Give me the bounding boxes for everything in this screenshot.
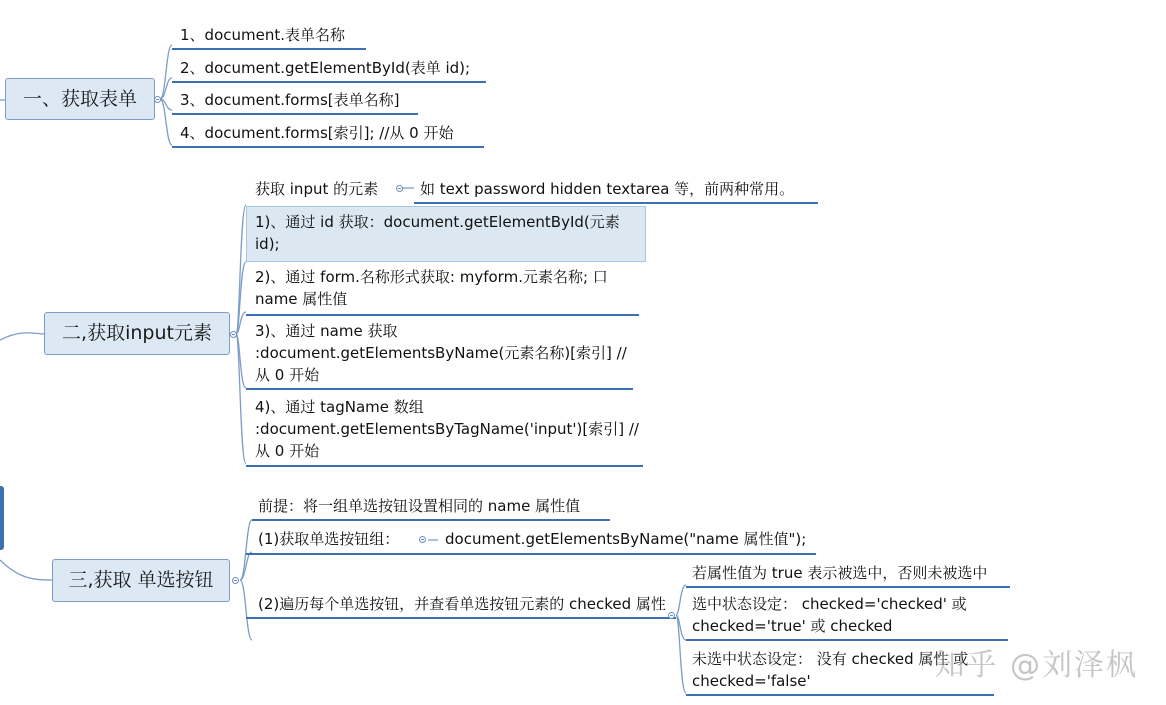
input-item-3: 3)、通过 name 获取 :document.getElementsByName(元素名称)[索引] //从 0 开始 — [246, 320, 633, 390]
left-edge-marker — [0, 486, 4, 550]
radio-sub-item-1: 若属性值为 true 表示被选中，否则未被选中 — [686, 562, 1010, 588]
form-item-3: 3、document.forms[表单名称] — [172, 89, 418, 115]
collapse-toggle-icon[interactable] — [419, 536, 426, 543]
input-item-2: 2)、通过 form.名称形式获取: myform.元素名称; 口 name 属性值 — [246, 266, 639, 316]
collapse-toggle-icon[interactable] — [668, 612, 675, 619]
topic-get-radio[interactable] — [52, 559, 230, 602]
form-item-2: 2、document.getElementById(表单 id); — [172, 57, 486, 83]
input-item-1: 1)、通过 id 获取：document.getElementById(元素 id); — [246, 206, 646, 262]
radio-sub-item-2: 选中状态设定： checked='checked' 或 checked='true' 或 checked — [686, 593, 1008, 641]
radio-get-group-code: document.getElementsByName("name 属性值"); — [445, 530, 807, 548]
collapse-toggle-icon[interactable] — [396, 185, 403, 192]
form-item-1: 1、document.表单名称 — [172, 24, 366, 50]
collapse-toggle-icon[interactable] — [232, 577, 239, 584]
topic-get-form[interactable] — [5, 78, 155, 120]
collapse-toggle-icon[interactable] — [230, 331, 237, 338]
topic-get-form-title: 一、获取表单 — [22, 87, 137, 110]
branch-underline — [246, 553, 816, 555]
collapse-toggle-icon[interactable] — [154, 96, 161, 103]
radio-premise: 前提：将一组单选按钮设置相同的 name 属性值 — [252, 495, 610, 521]
watermark: 知乎 @刘泽枫 — [934, 648, 1138, 683]
topic-get-input[interactable] — [44, 312, 230, 355]
input-item-4: 4)、通过 tagName 数组 :document.getElementsByTagName('input')[索引] //从 0 开始 — [246, 396, 643, 467]
radio-get-group-label: (1)获取单选按钮组： — [258, 530, 400, 548]
topic-get-radio-title: 三,获取 单选按钮 — [68, 569, 214, 591]
radio-traverse: (2)遍历每个单选按钮，并查看单选按钮元素的 checked 属性 — [246, 593, 676, 619]
topic-get-input-title: 二,获取input元素 — [62, 322, 212, 344]
form-item-4: 4、document.forms[索引]; //从 0 开始 — [172, 122, 484, 148]
input-header-note: 如 text password hidden textarea 等，前两种常用。 — [414, 178, 818, 204]
input-header: 获取 input 的元素 — [255, 180, 379, 198]
radio-sub-item-3: 未选中状态设定： 没有 checked 属性 或 checked='false' — [686, 648, 994, 696]
